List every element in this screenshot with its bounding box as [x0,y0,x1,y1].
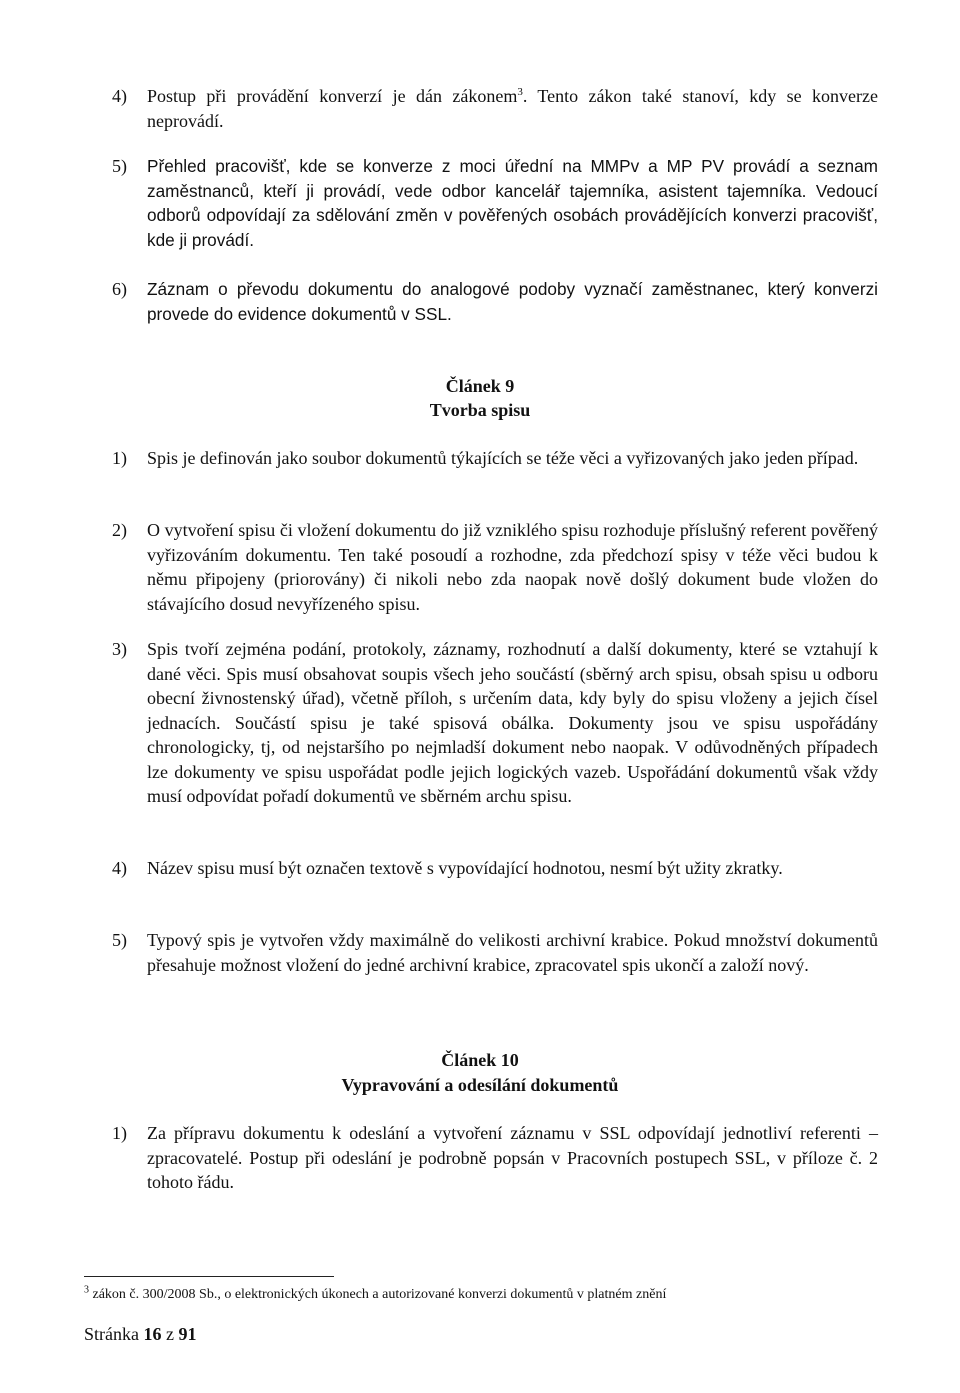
list-item [112,277,878,326]
list-item [112,928,878,977]
list-item [112,446,878,471]
article-subtitle: Tvorba spisu [429,400,531,420]
footnote-ref: 3 [517,86,523,98]
article-title: Článek 9 [445,376,515,396]
list-item [112,856,878,881]
item-text: Spis tvoří zejména podání, protokoly, záznamy, rozhodnutí a další dokumenty, které se vztahují k dané věci. Spis musí obsahovat soupis všech jeho součástí (sběrný arch spisu, obsah spisu u odboru obecní živnostenský úřad), včetně příloh, s určením data, kdy byly do spisu vloženy a jejich čísel jednacích. Součástí spisu je také spisová obálka. Dokumenty jsou ve spisu uspořádány chronologicky, tj, od nejstaršího po nejmladší dokument nebo naopak. V odůvodněných případech lze dokumenty ve spisu uspořádat podle jejich logických vazeb. Uspořádání dokumentů však vždy musí odpovídat pořadí dokumentů ve sběrném archu spisu. [147,639,878,806]
item-text: Záznam o převodu dokumentu do analogové podoby vyznačí zaměstnanec, který konverzi provede do evidence dokumentů v SSL. [147,279,878,324]
page-number: Stránka 16 z 91 [84,1324,197,1344]
item-text: O vytvoření spisu či vložení dokumentu do již vzniklého spisu rozhoduje příslušný referent pověřený vyřizováním dokumentu. Ten také posoudí a rozhodne, zda předchozí spisy v téže věci budou k němu připojeny (priorovány) či nikoli nebo zda naopak nově došlý dokument bude vložen do stávajícího dosud nevyřízeného spisu. [147,520,878,614]
footnote-text: zákon č. 300/2008 Sb., o elektronických úkonech a autorizované konverzi dokumentů v platném znění [89,1287,667,1302]
list-item [112,518,878,616]
list-item [112,637,878,809]
list-item [112,1121,878,1195]
item-text: Za přípravu dokumentu k odeslání a vytvoření záznamu v SSL odpovídají jednotliví referenti – zpracovatelé. Postup při odeslání je podrobně popsán v Pracovních postupech SSL, v příloze č. 2 tohoto řádu. [147,1123,878,1192]
list-item [112,154,878,252]
item-number: 4) [112,86,127,106]
item-text: Spis je definován jako soubor dokumentů týkajících se téže věci a vyřizovaných jako jeden případ. [147,448,859,468]
item-text: Název spisu musí být označen textově s vypovídající hodnotou, nesmí být užity zkratky. [147,858,783,878]
item-number: 4) [112,858,127,878]
current-page: 16 [143,1324,162,1344]
footnote-divider [84,1276,334,1277]
total-pages: 91 [178,1324,197,1344]
item-number: 2) [112,520,127,540]
item-number: 1) [112,448,127,468]
item-number: 5) [112,156,127,176]
footnote-marker: 3 [84,1284,89,1296]
item-text: Typový spis je vytvořen vždy maximálně do velikosti archivní krabice. Pokud množství dokumentů přesahuje možnost vložení do jedné archivní krabice, zpracovatel spis ukončí a založí nový. [147,930,878,975]
item-number: 1) [112,1123,127,1143]
item-number: 3) [112,639,127,659]
article-title: Článek 10 [441,1050,519,1070]
article-subtitle: Vypravování a odesílání dokumentů [341,1075,619,1095]
item-text: Postup při provádění konverzí je dán zákonem$^3$. Tento zákon také stanoví, kdy se konverze neprovádí. [147,86,878,131]
item-number: 5) [112,930,127,950]
item-number: 6) [112,279,127,299]
footnote [84,1286,666,1304]
item-text: Přehled pracovišť, kde se konverze z moci úřední na MMPv a MP PV provádí a seznam zaměstnanců, kteří ji provádí, vede odbor kancelář tajemníka, asistent tajemníka. Vedoucí odborů odpovídají za sdělování změn v pověřených osobách provádějících konverzi pracovišť, kde ji provádí. [147,156,878,250]
list-item [112,84,878,133]
